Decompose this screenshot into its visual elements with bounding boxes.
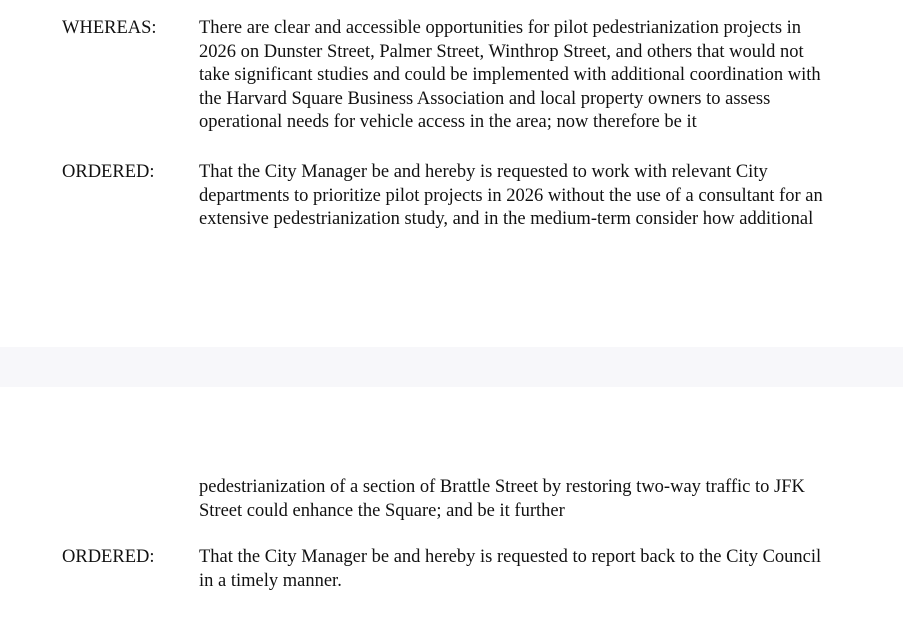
whereas-line: the Harvard Square Business Association and local property owners to assess: [199, 88, 771, 109]
ordered-line: extensive pedestrianization study, and in the medium-term consider how additional: [199, 209, 814, 229]
whereas-line: take significant studies and could be implemented with additional coordination with: [199, 65, 821, 85]
ordered-text: [199, 161, 869, 232]
ordered-line: in a timely manner.: [199, 570, 342, 591]
continuation-line: pedestrianization of a section of Brattle Street by restoring two-way traffic to JFK: [199, 477, 805, 497]
page-break-gap: [0, 347, 903, 387]
whereas-label: WHEREAS:: [62, 18, 157, 38]
whereas-line: 2026 on Dunster Street, Palmer Street, Winthrop Street, and others that would not: [199, 41, 804, 62]
whereas-text: [199, 17, 869, 135]
continuation-line: Street could enhance the Square; and be it further: [199, 500, 565, 521]
ordered-line: departments to prioritize pilot projects in 2026 without the use of a consultant for an: [199, 185, 823, 206]
whereas-line: There are clear and accessible opportunities for pilot pedestrianization projects in: [199, 18, 802, 38]
whereas-line: operational needs for vehicle access in the area; now therefore be it: [199, 112, 697, 132]
ordered-line: That the City Manager be and hereby is requested to report back to the City Council: [199, 547, 822, 567]
continuation-text: [199, 476, 869, 523]
ordered-label: ORDERED:: [62, 162, 155, 182]
document-page-2: [0, 387, 903, 630]
ordered-line: That the City Manager be and hereby is requested to work with relevant City: [199, 162, 768, 182]
ordered-text: [199, 546, 869, 593]
ordered-label: ORDERED:: [62, 547, 155, 567]
